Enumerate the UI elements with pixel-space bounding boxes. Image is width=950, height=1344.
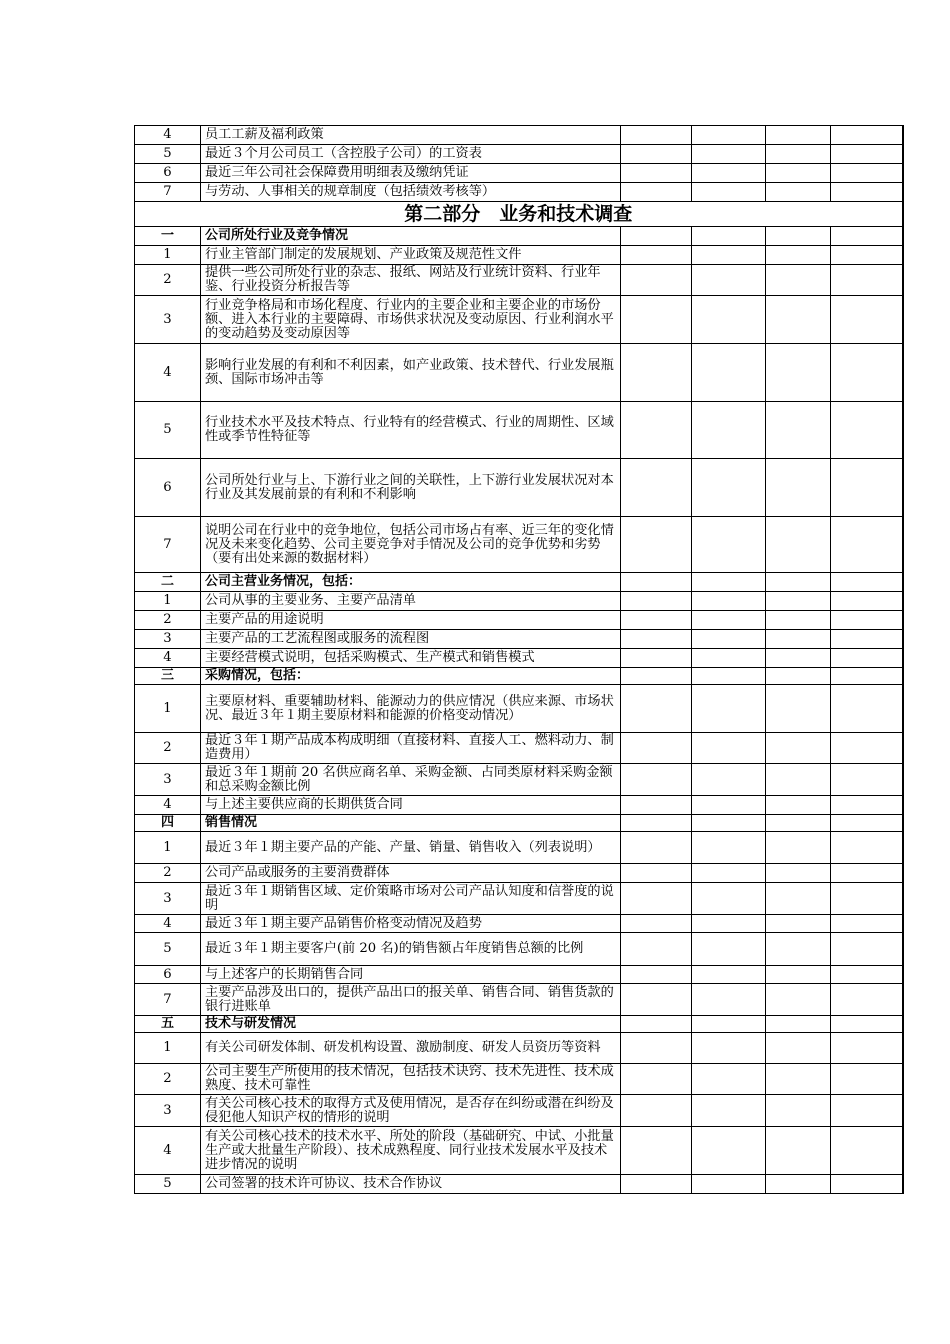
- section-title: 销售情况: [201, 815, 621, 832]
- item-number: 2: [135, 864, 201, 883]
- blank-cell: [692, 864, 766, 883]
- blank-cell: [621, 1095, 692, 1127]
- item-number: 4: [135, 344, 201, 402]
- due-diligence-table: [134, 125, 904, 1194]
- item-text: 主要产品涉及出口的，提供产品出口的报关单、销售合同、销售货款的银行进账单: [201, 984, 621, 1016]
- blank-cell: [766, 764, 831, 796]
- blank-cell: [692, 611, 766, 630]
- item-text: 最近３年１期主要产品销售价格变动情况及趋势: [201, 915, 621, 933]
- blank-cell: [766, 344, 831, 402]
- blank-cell: [621, 1016, 692, 1033]
- blank-cell: [621, 733, 692, 764]
- item-text: 影响行业发展的有利和不利因素，如产业政策、技术替代、行业发展瓶颈、国际市场冲击等: [201, 344, 621, 402]
- table-row: [135, 1095, 903, 1127]
- blank-cell: [831, 517, 903, 573]
- blank-cell: [621, 966, 692, 984]
- item-number: 4: [135, 1127, 201, 1175]
- blank-cell: [621, 402, 692, 459]
- blank-cell: [831, 1127, 903, 1175]
- section-row: [135, 573, 903, 592]
- blank-cell: [621, 246, 692, 265]
- blank-cell: [766, 183, 831, 202]
- blank-cell: [766, 685, 831, 733]
- table-row: [135, 265, 903, 296]
- item-text: 主要产品的用途说明: [201, 611, 621, 630]
- item-text: 最近３年１期前 20 名供应商名单、采购金额、占同类原材料采购金额和总采购金额比例: [201, 764, 621, 796]
- item-number: 4: [135, 126, 201, 145]
- blank-cell: [766, 265, 831, 296]
- blank-cell: [766, 649, 831, 668]
- blank-cell: [621, 459, 692, 517]
- blank-cell: [692, 733, 766, 764]
- table-row: [135, 864, 903, 883]
- blank-cell: [621, 1127, 692, 1175]
- blank-cell: [621, 883, 692, 915]
- blank-cell: [766, 883, 831, 915]
- blank-cell: [692, 685, 766, 733]
- item-text: 与劳动、人事相关的规章制度（包括绩效考核等）: [201, 183, 621, 202]
- blank-cell: [692, 126, 766, 145]
- blank-cell: [831, 796, 903, 815]
- blank-cell: [766, 796, 831, 815]
- blank-cell: [692, 344, 766, 402]
- blank-cell: [831, 296, 903, 344]
- table-row: [135, 883, 903, 915]
- table-row: [135, 649, 903, 668]
- blank-cell: [831, 984, 903, 1016]
- item-text: 最近三年公司社会保障费用明细表及缴纳凭证: [201, 164, 621, 183]
- table-row: [135, 796, 903, 815]
- blank-cell: [692, 573, 766, 592]
- section-number: 一: [135, 227, 201, 246]
- table-row: [135, 764, 903, 796]
- blank-cell: [621, 984, 692, 1016]
- blank-cell: [621, 573, 692, 592]
- blank-cell: [766, 145, 831, 164]
- item-number: 1: [135, 246, 201, 265]
- blank-cell: [621, 296, 692, 344]
- blank-cell: [621, 126, 692, 145]
- item-number: 5: [135, 145, 201, 164]
- item-number: 1: [135, 832, 201, 864]
- table-row: [135, 685, 903, 733]
- section-row: [135, 1016, 903, 1033]
- blank-cell: [692, 832, 766, 864]
- blank-cell: [621, 764, 692, 796]
- item-text: 主要经营模式说明，包括采购模式、生产模式和销售模式: [201, 649, 621, 668]
- blank-cell: [692, 984, 766, 1016]
- blank-cell: [831, 1175, 903, 1194]
- item-text: 行业技术水平及技术特点、行业特有的经营模式、行业的周期性、区域性或季节性特征等: [201, 402, 621, 459]
- blank-cell: [621, 344, 692, 402]
- section-number: 二: [135, 573, 201, 592]
- blank-cell: [766, 296, 831, 344]
- blank-cell: [692, 933, 766, 966]
- blank-cell: [692, 1033, 766, 1064]
- blank-cell: [621, 592, 692, 611]
- blank-cell: [766, 573, 831, 592]
- item-text: 提供一些公司所处行业的杂志、报纸、网站及行业统计资料、行业年鉴、行业投资分析报告等: [201, 265, 621, 296]
- table-row: [135, 402, 903, 459]
- item-number: 4: [135, 649, 201, 668]
- item-text: 与上述客户的长期销售合同: [201, 966, 621, 984]
- blank-cell: [621, 517, 692, 573]
- blank-cell: [831, 573, 903, 592]
- blank-cell: [831, 459, 903, 517]
- section-number: 四: [135, 815, 201, 832]
- blank-cell: [766, 402, 831, 459]
- item-number: 4: [135, 915, 201, 933]
- table-row: [135, 966, 903, 984]
- blank-cell: [831, 126, 903, 145]
- item-text: 公司所处行业与上、下游行业之间的关联性，上下游行业发展状况对本行业及其发展前景的有利和不利影响: [201, 459, 621, 517]
- section-number: 五: [135, 1016, 201, 1033]
- table-row: [135, 164, 903, 183]
- blank-cell: [692, 1064, 766, 1095]
- item-text: 最近３年１期主要客户(前 20 名)的销售额占年度销售总额的比例: [201, 933, 621, 966]
- blank-cell: [692, 227, 766, 246]
- item-number: 1: [135, 1033, 201, 1064]
- section-title: 技术与研发情况: [201, 1016, 621, 1033]
- blank-cell: [621, 630, 692, 649]
- blank-cell: [766, 459, 831, 517]
- blank-cell: [692, 764, 766, 796]
- item-number: 6: [135, 459, 201, 517]
- blank-cell: [831, 915, 903, 933]
- item-number: 6: [135, 966, 201, 984]
- item-text: 有关公司核心技术的取得方式及使用情况，是否存在纠纷或潜在纠纷及侵犯他人知识产权的情形的说明: [201, 1095, 621, 1127]
- item-text: 公司产品或服务的主要消费群体: [201, 864, 621, 883]
- table-row: [135, 246, 903, 265]
- blank-cell: [621, 1064, 692, 1095]
- blank-cell: [692, 668, 766, 685]
- blank-cell: [692, 145, 766, 164]
- blank-cell: [831, 344, 903, 402]
- blank-cell: [621, 685, 692, 733]
- blank-cell: [692, 517, 766, 573]
- blank-cell: [766, 1033, 831, 1064]
- table-row: [135, 145, 903, 164]
- item-number: 1: [135, 685, 201, 733]
- item-number: 3: [135, 296, 201, 344]
- table-row: [135, 344, 903, 402]
- blank-cell: [831, 733, 903, 764]
- blank-cell: [831, 611, 903, 630]
- table-row: [135, 592, 903, 611]
- blank-cell: [766, 227, 831, 246]
- item-text: 行业竞争格局和市场化程度、行业内的主要企业和主要企业的市场份额、进入本行业的主要障碍、市场供求状况及变动原因、行业利润水平的变动趋势及变动原因等: [201, 296, 621, 344]
- item-text: 有关公司研发体制、研发机构设置、激励制度、研发人员资历等资料: [201, 1033, 621, 1064]
- blank-cell: [692, 649, 766, 668]
- item-number: 7: [135, 984, 201, 1016]
- blank-cell: [621, 815, 692, 832]
- checklist-sheet: [134, 125, 902, 1194]
- blank-cell: [766, 933, 831, 966]
- blank-cell: [831, 1064, 903, 1095]
- blank-cell: [621, 796, 692, 815]
- table-row: [135, 984, 903, 1016]
- blank-cell: [766, 815, 831, 832]
- table-row: [135, 630, 903, 649]
- blank-cell: [621, 145, 692, 164]
- item-number: 5: [135, 933, 201, 966]
- blank-cell: [692, 459, 766, 517]
- item-text: 说明公司在行业中的竞争地位，包括公司市场占有率、近三年的变化情况及未来变化趋势、公司主要竞争对手情况及公司的竞争优势和劣势（要有出处来源的数据材料）: [201, 517, 621, 573]
- blank-cell: [831, 402, 903, 459]
- item-number: 3: [135, 883, 201, 915]
- table-row: [135, 183, 903, 202]
- blank-cell: [831, 145, 903, 164]
- table-row: [135, 832, 903, 864]
- table-body: [135, 126, 903, 1194]
- blank-cell: [692, 815, 766, 832]
- blank-cell: [766, 984, 831, 1016]
- blank-cell: [831, 630, 903, 649]
- part-title-row: [135, 202, 903, 227]
- item-text: 有关公司核心技术的技术水平、所处的阶段（基础研究、中试、小批量生产或大批量生产阶段）、技术成熟程度、同行业技术发展水平及技术进步情况的说明: [201, 1127, 621, 1175]
- blank-cell: [831, 164, 903, 183]
- item-number: 2: [135, 265, 201, 296]
- blank-cell: [766, 832, 831, 864]
- blank-cell: [831, 246, 903, 265]
- blank-cell: [692, 296, 766, 344]
- blank-cell: [831, 883, 903, 915]
- blank-cell: [766, 164, 831, 183]
- blank-cell: [766, 668, 831, 685]
- blank-cell: [766, 611, 831, 630]
- blank-cell: [621, 832, 692, 864]
- blank-cell: [692, 883, 766, 915]
- blank-cell: [766, 1064, 831, 1095]
- item-text: 员工工薪及福利政策: [201, 126, 621, 145]
- blank-cell: [766, 517, 831, 573]
- blank-cell: [766, 1016, 831, 1033]
- section-row: [135, 815, 903, 832]
- blank-cell: [831, 933, 903, 966]
- item-number: 2: [135, 733, 201, 764]
- blank-cell: [692, 1016, 766, 1033]
- blank-cell: [621, 864, 692, 883]
- table-row: [135, 611, 903, 630]
- blank-cell: [831, 668, 903, 685]
- blank-cell: [692, 1095, 766, 1127]
- blank-cell: [766, 733, 831, 764]
- blank-cell: [692, 592, 766, 611]
- blank-cell: [766, 630, 831, 649]
- item-number: 3: [135, 764, 201, 796]
- item-text: 最近３个月公司员工（含控股子公司）的工资表: [201, 145, 621, 164]
- blank-cell: [692, 246, 766, 265]
- item-text: 最近３年１期主要产品的产能、产量、销量、销售收入（列表说明）: [201, 832, 621, 864]
- blank-cell: [621, 227, 692, 246]
- blank-cell: [692, 915, 766, 933]
- blank-cell: [621, 183, 692, 202]
- item-text: 公司从事的主要业务、主要产品清单: [201, 592, 621, 611]
- blank-cell: [831, 1016, 903, 1033]
- section-title: 公司主营业务情况，包括：: [201, 573, 621, 592]
- item-number: 2: [135, 1064, 201, 1095]
- blank-cell: [831, 649, 903, 668]
- blank-cell: [621, 164, 692, 183]
- blank-cell: [831, 1095, 903, 1127]
- item-text: 公司签署的技术许可协议、技术合作协议: [201, 1175, 621, 1194]
- item-text: 公司主要生产所使用的技术情况，包括技术诀窍、技术先进性、技术成熟度、技术可靠性: [201, 1064, 621, 1095]
- item-number: 2: [135, 611, 201, 630]
- blank-cell: [831, 265, 903, 296]
- blank-cell: [831, 815, 903, 832]
- blank-cell: [621, 1175, 692, 1194]
- table-row: [135, 933, 903, 966]
- blank-cell: [621, 915, 692, 933]
- table-row: [135, 296, 903, 344]
- item-text: 主要原材料、重要辅助材料、能源动力的供应情况（供应来源、市场状况、最近３年１期主要原材料和能源的价格变动情况）: [201, 685, 621, 733]
- item-number: 4: [135, 796, 201, 815]
- item-text: 与上述主要供应商的长期供货合同: [201, 796, 621, 815]
- blank-cell: [766, 864, 831, 883]
- section-row: [135, 668, 903, 685]
- blank-cell: [831, 227, 903, 246]
- blank-cell: [621, 611, 692, 630]
- blank-cell: [831, 764, 903, 796]
- section-number: 三: [135, 668, 201, 685]
- blank-cell: [692, 966, 766, 984]
- blank-cell: [766, 1095, 831, 1127]
- blank-cell: [831, 864, 903, 883]
- table-row: [135, 1064, 903, 1095]
- blank-cell: [692, 1175, 766, 1194]
- item-number: 6: [135, 164, 201, 183]
- table-row: [135, 517, 903, 573]
- part-title: 第二部分 业务和技术调查: [135, 202, 903, 227]
- item-number: 3: [135, 1095, 201, 1127]
- item-text: 最近３年１期产品成本构成明细（直接材料、直接人工、燃料动力、制造费用）: [201, 733, 621, 764]
- blank-cell: [692, 402, 766, 459]
- item-text: 主要产品的工艺流程图或服务的流程图: [201, 630, 621, 649]
- blank-cell: [692, 796, 766, 815]
- blank-cell: [766, 966, 831, 984]
- section-row: [135, 227, 903, 246]
- blank-cell: [621, 265, 692, 296]
- section-title: 公司所处行业及竞争情况: [201, 227, 621, 246]
- blank-cell: [692, 630, 766, 649]
- blank-cell: [621, 1033, 692, 1064]
- item-number: 1: [135, 592, 201, 611]
- table-row: [135, 1175, 903, 1194]
- blank-cell: [831, 592, 903, 611]
- blank-cell: [692, 164, 766, 183]
- blank-cell: [621, 649, 692, 668]
- blank-cell: [766, 592, 831, 611]
- item-text: 最近３年１期销售区域、定价策略市场对公司产品认知度和信誉度的说明: [201, 883, 621, 915]
- blank-cell: [766, 126, 831, 145]
- item-number: 5: [135, 1175, 201, 1194]
- table-row: [135, 126, 903, 145]
- item-number: 7: [135, 517, 201, 573]
- table-row: [135, 915, 903, 933]
- blank-cell: [621, 668, 692, 685]
- blank-cell: [831, 1033, 903, 1064]
- table-row: [135, 733, 903, 764]
- table-row: [135, 1033, 903, 1064]
- item-number: 7: [135, 183, 201, 202]
- blank-cell: [766, 1127, 831, 1175]
- item-number: 3: [135, 630, 201, 649]
- blank-cell: [831, 183, 903, 202]
- blank-cell: [766, 915, 831, 933]
- blank-cell: [692, 1127, 766, 1175]
- item-number: 5: [135, 402, 201, 459]
- item-text: 行业主管部门制定的发展规划、产业政策及规范性文件: [201, 246, 621, 265]
- blank-cell: [692, 183, 766, 202]
- blank-cell: [766, 246, 831, 265]
- table-row: [135, 459, 903, 517]
- blank-cell: [621, 933, 692, 966]
- section-title: 采购情况，包括：: [201, 668, 621, 685]
- blank-cell: [831, 966, 903, 984]
- blank-cell: [766, 1175, 831, 1194]
- table-row: [135, 1127, 903, 1175]
- blank-cell: [692, 265, 766, 296]
- blank-cell: [831, 832, 903, 864]
- blank-cell: [831, 685, 903, 733]
